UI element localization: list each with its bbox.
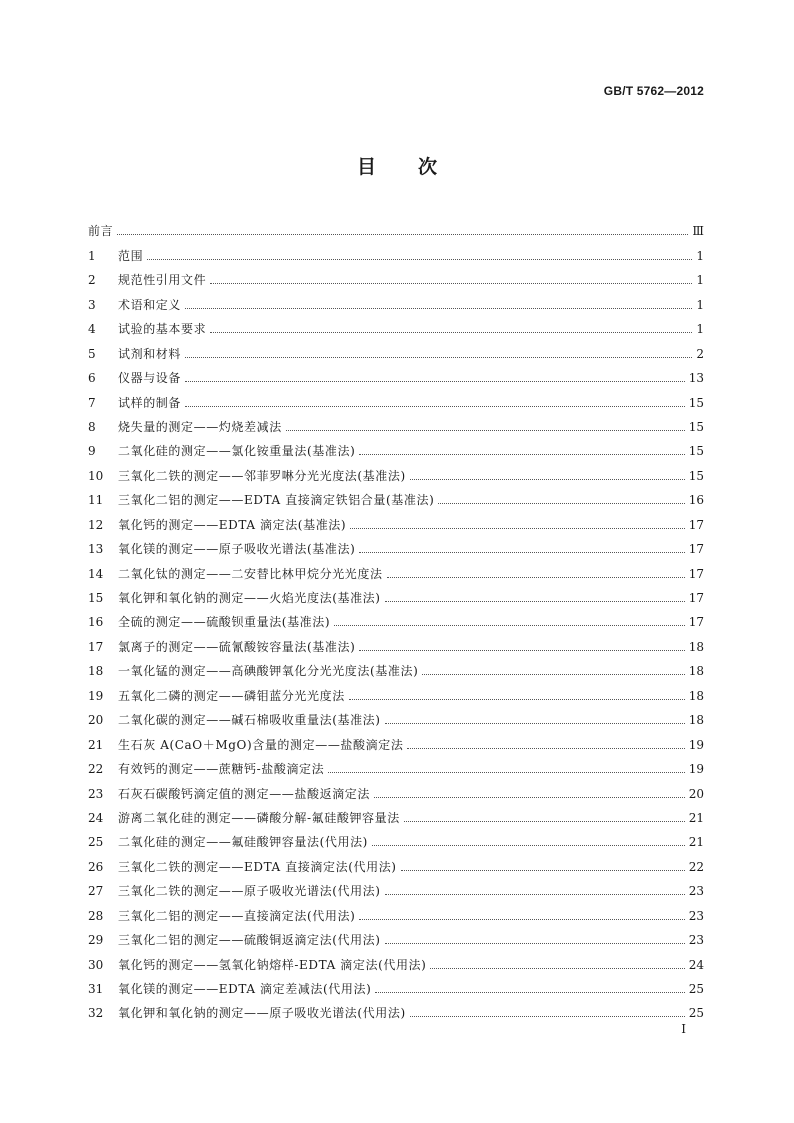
toc-entry[interactable]	[88, 386, 704, 410]
toc-entry-title: 二氧化碳的测定——碱石棉吸收重量法(基准法)	[118, 713, 381, 728]
toc-entry[interactable]	[88, 728, 704, 752]
toc-entry-title: 范围	[118, 248, 144, 263]
toc-entry-number: 29	[88, 933, 104, 948]
toc-entry[interactable]	[88, 215, 704, 239]
toc-dot-leader	[410, 478, 685, 480]
toc-entry-page: 15	[688, 395, 704, 410]
toc-entry-number: 21	[88, 737, 104, 752]
toc-entry-title: 三氧化二铁的测定——邻菲罗啉分光光度法(基准法)	[118, 468, 406, 483]
toc-dot-leader	[147, 258, 692, 260]
toc-entry-title: 二氧化硅的测定——氯化铵重量法(基准法)	[118, 444, 356, 459]
toc-title-char-2: 次	[418, 156, 438, 178]
toc-dot-leader	[387, 576, 685, 578]
toc-entry-page: 21	[688, 810, 704, 825]
toc-entry[interactable]	[88, 777, 704, 801]
toc-entry-title: 三氧化二铝的测定——硫酸铜返滴定法(代用法)	[118, 933, 381, 948]
toc-dot-leader	[422, 673, 684, 675]
toc-entry[interactable]	[88, 484, 704, 508]
toc-entry-number: 25	[88, 835, 104, 850]
toc-entry-title: 氯离子的测定——硫氰酸铵容量法(基准法)	[118, 639, 356, 654]
toc-dot-leader	[117, 233, 688, 235]
toc-entry-page: 18	[688, 688, 704, 703]
toc-entry-number: 3	[88, 297, 96, 312]
toc-entry-page: 16	[688, 493, 704, 508]
toc-entry[interactable]	[88, 753, 704, 777]
toc-entry-page: 25	[688, 1006, 704, 1021]
toc-entry[interactable]	[88, 582, 704, 606]
toc-entry[interactable]	[88, 850, 704, 874]
toc-entry[interactable]	[88, 264, 704, 288]
toc-entry-page: 23	[688, 884, 704, 899]
toc-entry-page: 22	[688, 859, 704, 874]
toc-entry-title: 五氧化二磷的测定——磷钼蓝分光光度法	[118, 688, 345, 703]
toc-entry[interactable]	[88, 704, 704, 728]
toc-entry-number: 22	[88, 762, 104, 777]
document-code: GB/T 5762—2012	[603, 84, 704, 98]
toc-entry-number: 17	[88, 639, 104, 654]
toc-entry-page: 17	[688, 591, 704, 605]
toc-entry-page: 23	[688, 908, 704, 923]
toc-entry-title: 生石灰 A(CaO＋MgO)含量的测定——盐酸滴定法	[118, 737, 404, 752]
toc-entry-number: 19	[88, 688, 104, 703]
toc-entry-number: 15	[88, 591, 104, 605]
toc-dot-leader	[334, 624, 685, 626]
toc-dot-leader	[210, 331, 692, 333]
toc-entry[interactable]	[88, 948, 704, 972]
toc-entry[interactable]	[88, 557, 704, 581]
toc-dot-leader	[407, 747, 684, 749]
toc-entry-title: 有效钙的测定——蔗糖钙-盐酸滴定法	[118, 762, 325, 777]
toc-entry-number: 31	[88, 982, 104, 996]
toc-entry-page: 17	[688, 566, 704, 581]
toc-title	[0, 152, 794, 179]
toc-dot-leader	[286, 429, 685, 431]
toc-dot-leader	[374, 796, 685, 798]
toc-entry-page: 24	[688, 957, 704, 972]
toc-entry[interactable]	[88, 655, 704, 679]
toc-dot-leader	[385, 942, 685, 944]
toc-entry[interactable]	[88, 459, 704, 483]
toc-entry-number: 20	[88, 713, 104, 728]
toc-entry[interactable]	[88, 411, 704, 435]
toc-dot-leader	[385, 722, 685, 724]
toc-entry-page: 21	[688, 835, 704, 850]
toc-entry-title: 三氧化二铁的测定——EDTA 直接滴定法(代用法)	[118, 859, 397, 874]
toc-entry-title: 术语和定义	[118, 297, 182, 312]
toc-dot-leader	[372, 844, 685, 846]
toc-entry-number: 32	[88, 1006, 104, 1021]
toc-entry-page: 18	[688, 639, 704, 654]
toc-entry[interactable]	[88, 802, 704, 826]
toc-entry-number: 28	[88, 908, 104, 923]
toc-dot-leader	[401, 869, 685, 871]
toc-dot-leader	[385, 600, 685, 602]
toc-list	[88, 215, 704, 1021]
toc-entry-number: 30	[88, 957, 104, 972]
toc-entry-title: 氧化镁的测定——原子吸收光谱法(基准法)	[118, 542, 356, 557]
toc-dot-leader	[350, 527, 685, 529]
toc-dot-leader	[185, 405, 685, 407]
toc-entry[interactable]	[88, 239, 704, 263]
toc-entry-page: 2	[696, 346, 704, 361]
toc-entry-title: 氧化镁的测定——EDTA 滴定差减法(代用法)	[118, 982, 372, 996]
toc-entry-title: 石灰石碳酸钙滴定值的测定——盐酸返滴定法	[118, 786, 371, 801]
toc-entry-number: 27	[88, 884, 104, 899]
toc-entry-title: 二氧化钛的测定——二安替比林甲烷分光光度法	[118, 566, 383, 581]
toc-entry-number: 24	[88, 810, 104, 825]
toc-entry[interactable]	[88, 533, 704, 557]
toc-entry-number: 16	[88, 615, 104, 630]
toc-dot-leader	[359, 649, 684, 651]
toc-entry-page: 19	[688, 762, 704, 777]
toc-dot-leader	[430, 967, 684, 969]
toc-dot-leader	[349, 698, 685, 700]
toc-entry-title: 规范性引用文件	[118, 273, 207, 288]
toc-entry-title: 全硫的测定——硫酸钡重量法(基准法)	[118, 615, 331, 630]
toc-entry-number: 10	[88, 468, 104, 483]
toc-entry-page: 1	[696, 297, 704, 312]
toc-entry-page: 18	[688, 713, 704, 728]
toc-entry-title: 试剂和材料	[118, 346, 182, 361]
toc-dot-leader	[185, 380, 685, 382]
toc-entry-page: 13	[688, 371, 704, 386]
toc-entry-number: 9	[88, 444, 96, 459]
toc-entry-number: 7	[88, 395, 96, 410]
toc-entry-title: 氧化钾和氧化钠的测定——火焰光度法(基准法)	[118, 591, 381, 605]
toc-dot-leader	[438, 502, 684, 504]
toc-entry-title: 三氧化二铁的测定——原子吸收光谱法(代用法)	[118, 884, 381, 899]
toc-dot-leader	[185, 307, 692, 309]
toc-entry[interactable]	[88, 875, 704, 899]
toc-entry-page: 23	[688, 933, 704, 948]
toc-entry[interactable]	[88, 826, 704, 850]
toc-dot-leader	[404, 820, 685, 822]
toc-entry-number: 14	[88, 566, 104, 581]
toc-entry-page: 18	[688, 664, 704, 679]
toc-entry[interactable]	[88, 362, 704, 386]
toc-entry-page: 15	[688, 468, 704, 483]
toc-entry[interactable]	[88, 313, 704, 337]
toc-entry-number: 1	[88, 248, 96, 263]
toc-entry-page: 17	[688, 542, 704, 557]
toc-dot-leader	[385, 893, 685, 895]
toc-entry-title: 三氧化二铝的测定——EDTA 直接滴定铁铝合量(基准法)	[118, 493, 435, 508]
toc-entry-number: 13	[88, 542, 104, 557]
toc-entry-page: 17	[688, 615, 704, 630]
toc-entry-title: 氧化钙的测定——氢氧化钠熔样-EDTA 滴定法(代用法)	[118, 957, 427, 972]
toc-dot-leader	[375, 991, 684, 993]
toc-entry[interactable]	[88, 337, 704, 361]
toc-entry-number: 12	[88, 517, 104, 532]
toc-entry-page: Ⅲ	[692, 224, 704, 239]
toc-entry-title: 游离二氧化硅的测定——磷酸分解-氟硅酸钾容量法	[118, 810, 400, 825]
toc-entry-title: 三氧化二铝的测定——直接滴定法(代用法)	[118, 908, 356, 923]
toc-entry-title: 氧化钾和氧化钠的测定——原子吸收光谱法(代用法)	[118, 1006, 406, 1021]
toc-entry-number: 11	[88, 493, 104, 508]
toc-entry[interactable]	[88, 899, 704, 923]
toc-entry-page: 1	[696, 248, 704, 263]
toc-entry[interactable]	[88, 973, 704, 997]
toc-entry-title: 试验的基本要求	[118, 322, 207, 337]
toc-entry-page: 19	[688, 737, 704, 752]
toc-entry-title: 前言	[88, 224, 114, 239]
toc-entry-title: 二氧化硅的测定——氟硅酸钾容量法(代用法)	[118, 835, 368, 850]
toc-entry-number: 8	[88, 419, 96, 434]
toc-entry-page: 17	[688, 517, 704, 532]
toc-entry[interactable]	[88, 997, 704, 1021]
toc-entry-page: 15	[688, 419, 704, 434]
toc-entry-page: 25	[688, 982, 704, 996]
toc-dot-leader	[210, 282, 692, 284]
toc-entry[interactable]	[88, 508, 704, 532]
toc-entry-number: 18	[88, 664, 104, 679]
toc-dot-leader	[359, 918, 684, 920]
toc-entry-page: 1	[696, 322, 704, 337]
toc-dot-leader	[410, 1015, 685, 1017]
page-number: I	[681, 1022, 686, 1036]
toc-entry-number: 23	[88, 786, 104, 801]
toc-dot-leader	[359, 453, 684, 455]
toc-entry-number: 2	[88, 273, 96, 288]
toc-entry-page: 20	[688, 786, 704, 801]
toc-entry-number: 6	[88, 371, 96, 386]
toc-entry[interactable]	[88, 288, 704, 312]
toc-entry-page: 15	[688, 444, 704, 459]
toc-dot-leader	[359, 551, 684, 553]
toc-entry-title: 一氧化锰的测定——高碘酸钾氧化分光光度法(基准法)	[118, 664, 419, 679]
toc-entry[interactable]	[88, 924, 704, 948]
toc-entry-number: 26	[88, 859, 104, 874]
toc-entry[interactable]	[88, 679, 704, 703]
toc-entry-title: 烧失量的测定——灼烧差减法	[118, 419, 282, 434]
toc-entry[interactable]	[88, 435, 704, 459]
toc-dot-leader	[328, 771, 684, 773]
toc-dot-leader	[185, 356, 692, 358]
toc-entry-title: 氧化钙的测定——EDTA 滴定法(基准法)	[118, 517, 347, 532]
toc-entry[interactable]	[88, 606, 704, 630]
toc-entry-number: 5	[88, 346, 96, 361]
toc-entry[interactable]	[88, 630, 704, 654]
toc-title-char-1: 目	[357, 156, 377, 178]
toc-entry-page: 1	[696, 273, 704, 288]
toc-entry-title: 仪器与设备	[118, 371, 182, 386]
toc-entry-title: 试样的制备	[118, 395, 182, 410]
toc-entry-number: 4	[88, 322, 96, 337]
